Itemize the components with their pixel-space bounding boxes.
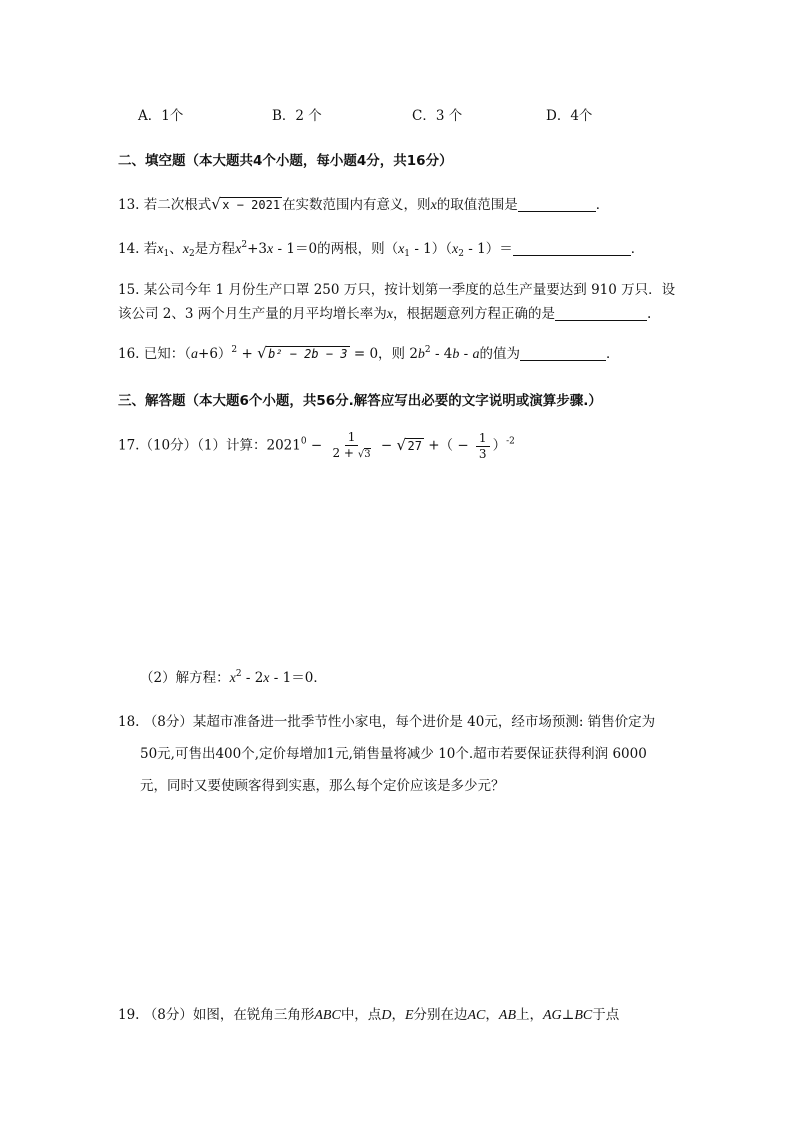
q14-end: ．	[630, 241, 645, 257]
q14-eq-x: x	[235, 242, 242, 257]
q16-b: b	[417, 347, 425, 362]
q14-answer-blank[interactable]	[513, 241, 631, 256]
q16-mid2: -	[459, 346, 473, 362]
q13-answer-blank[interactable]	[518, 197, 596, 212]
q14-sub2: 2	[188, 249, 195, 259]
q19-mid1: 中，点	[340, 1007, 382, 1023]
q15-line2-b: ，根据题意列方程正确的是	[392, 306, 555, 322]
q16-a: a	[191, 347, 199, 362]
q17-rad27: 27	[407, 438, 422, 453]
q15-var: x	[386, 307, 393, 322]
q17-fraction	[329, 430, 373, 462]
q17-part2-x2: x	[263, 671, 270, 686]
q19-mid2: 分别在边	[413, 1007, 468, 1023]
q16-exp2: 2	[231, 345, 238, 355]
q14-mid: 是方程	[194, 241, 236, 257]
q16-plus: +	[237, 346, 258, 362]
q13-var: x	[430, 198, 437, 213]
q17-frac-den-rad: 3	[364, 449, 371, 460]
section3-heading: 三、解答题（本大题6个小题，共56分.解答应写出必要的文字说明或演算步骤.）	[118, 393, 602, 409]
question-19	[118, 1003, 619, 1024]
q13-prefix: 13. 若二次根式	[118, 197, 212, 213]
question-13	[118, 193, 609, 214]
q14-x2: x	[182, 242, 189, 257]
q17-part2-x: x	[229, 671, 236, 686]
q15-answer-blank[interactable]	[555, 306, 647, 321]
q17-fraction2	[476, 431, 490, 462]
question-18-line1: 18. （8分）某超市准备进一批季节性小家电，每个进价是 40元，经市场预测: 销售价定为	[118, 714, 656, 730]
q16-eq0: = 0，则 2	[349, 346, 418, 362]
question-18-line2: 50元,可售出400个,定价每增加1元,销售量将减少 10个.超市若要保证获得利润 6000	[140, 746, 647, 762]
q17-minus: −	[306, 437, 327, 454]
q14-eq-exp: 2	[241, 240, 248, 250]
question-15-line1: 15. 某公司今年 1 月份生产口罩 250 万只，按计划第一季度的总生产量要达到 910 万只．设	[118, 282, 676, 298]
q14-eq-rest2: - 1＝0的两根，则（	[273, 241, 399, 257]
q19-abc: ABC	[314, 1008, 341, 1023]
q16-radicand: b² − 2b − 3	[268, 347, 348, 361]
q19-comma: ，	[391, 1007, 405, 1023]
q16-prefix: 16. 已知：（	[118, 346, 192, 362]
q16-b2: b	[452, 347, 460, 362]
q16-sqrt: √ b² − 2b − 3	[257, 344, 348, 362]
q16-b-exp: 2	[424, 345, 431, 355]
question-14	[118, 237, 644, 259]
q17-exp-neg2: -2	[506, 436, 515, 447]
q16-end: ．	[606, 346, 620, 362]
q14-p-sub1: 1	[404, 249, 411, 259]
q19-end: 于点	[592, 1007, 620, 1023]
q14-p-x2: x	[452, 242, 459, 257]
option-b: B．2 个	[272, 108, 322, 124]
q15-line2-a: 该公司 2、3 两个月生产量的月平均增长率为	[118, 306, 387, 322]
q14-p2: - 1）＝	[463, 241, 513, 257]
question-17-part2	[140, 666, 327, 687]
q16-mid: - 4	[430, 346, 453, 362]
q19-ac: AC	[467, 1008, 486, 1023]
q14-p-sub2: 2	[458, 249, 464, 259]
q19-comma2: ，	[485, 1007, 499, 1023]
q14-prefix: 14. 若	[118, 241, 158, 257]
q17-sqrt27: √ 27	[396, 435, 422, 454]
q14-sep: 、	[169, 241, 183, 257]
q17-prefix: 17.（10分）（1）计算：2021	[118, 437, 301, 454]
q15-end: .	[646, 306, 652, 322]
q14-sub1: 1	[163, 249, 170, 259]
question-17-part1	[118, 430, 515, 462]
q17-exp0: 0	[300, 436, 307, 447]
q14-p-x1: x	[398, 242, 405, 257]
q13-sqrt: √ x − 2021	[211, 195, 281, 213]
q19-ab: AB	[498, 1008, 516, 1023]
option-c: C．3 个	[412, 108, 463, 124]
q19-d: D	[381, 1008, 392, 1023]
q17-part2-exp: 2	[235, 669, 242, 679]
q13-mid: 在实数范围内有意义，则	[282, 197, 431, 213]
q17-plus: +（ −	[423, 437, 473, 454]
q17-close: ）	[492, 437, 507, 454]
q14-p1: - 1）（	[410, 241, 453, 257]
q17-frac2-den: 3	[478, 446, 487, 461]
q19-e: E	[404, 1008, 414, 1023]
q13-radicand: x − 2021	[222, 198, 281, 212]
question-15-line2	[118, 302, 651, 323]
q16-plus6: +6）	[198, 346, 232, 362]
q13-end: ．	[595, 197, 610, 213]
option-d: D．4个	[546, 108, 593, 124]
q17-minus2: −	[376, 437, 397, 454]
q19-bc: BC	[574, 1008, 593, 1023]
q19-prefix: 19. （8分）如图，在锐角三角形	[118, 1007, 315, 1023]
q14-x1: x	[157, 242, 164, 257]
q17-part2-c: - 1＝0．	[269, 670, 327, 686]
q19-perp: ⊥	[561, 1007, 575, 1023]
q14-eq-x2: x	[267, 242, 274, 257]
q17-frac-den-a: 2 +	[332, 446, 358, 460]
q17-frac-den: 2 + √3	[332, 446, 371, 460]
q19-ag: AG	[543, 1008, 562, 1023]
q17-frac-num: 1	[345, 430, 359, 446]
q17-part2-b: - 2	[241, 670, 264, 686]
q17-frac2-num: 1	[476, 431, 490, 447]
q19-mid3: 上，	[516, 1007, 543, 1023]
option-a: A．1个	[138, 108, 184, 124]
q16-a2: a	[472, 347, 480, 362]
q13-suffix: 的取值范围是	[436, 197, 518, 213]
section2-heading: 二、填空题（本大题共4个小题，每小题4分，共16分）	[118, 153, 453, 169]
question-16	[118, 342, 620, 363]
q17-part2-a: （2）解方程：	[140, 670, 230, 686]
question-18-line3: 元，同时又要使顾客得到实惠，那么每个定价应该是多少元？	[140, 778, 505, 794]
q16-tail: 的值为	[479, 346, 521, 362]
q14-eq-rest: +3	[247, 241, 268, 257]
q16-answer-blank[interactable]	[520, 346, 606, 361]
